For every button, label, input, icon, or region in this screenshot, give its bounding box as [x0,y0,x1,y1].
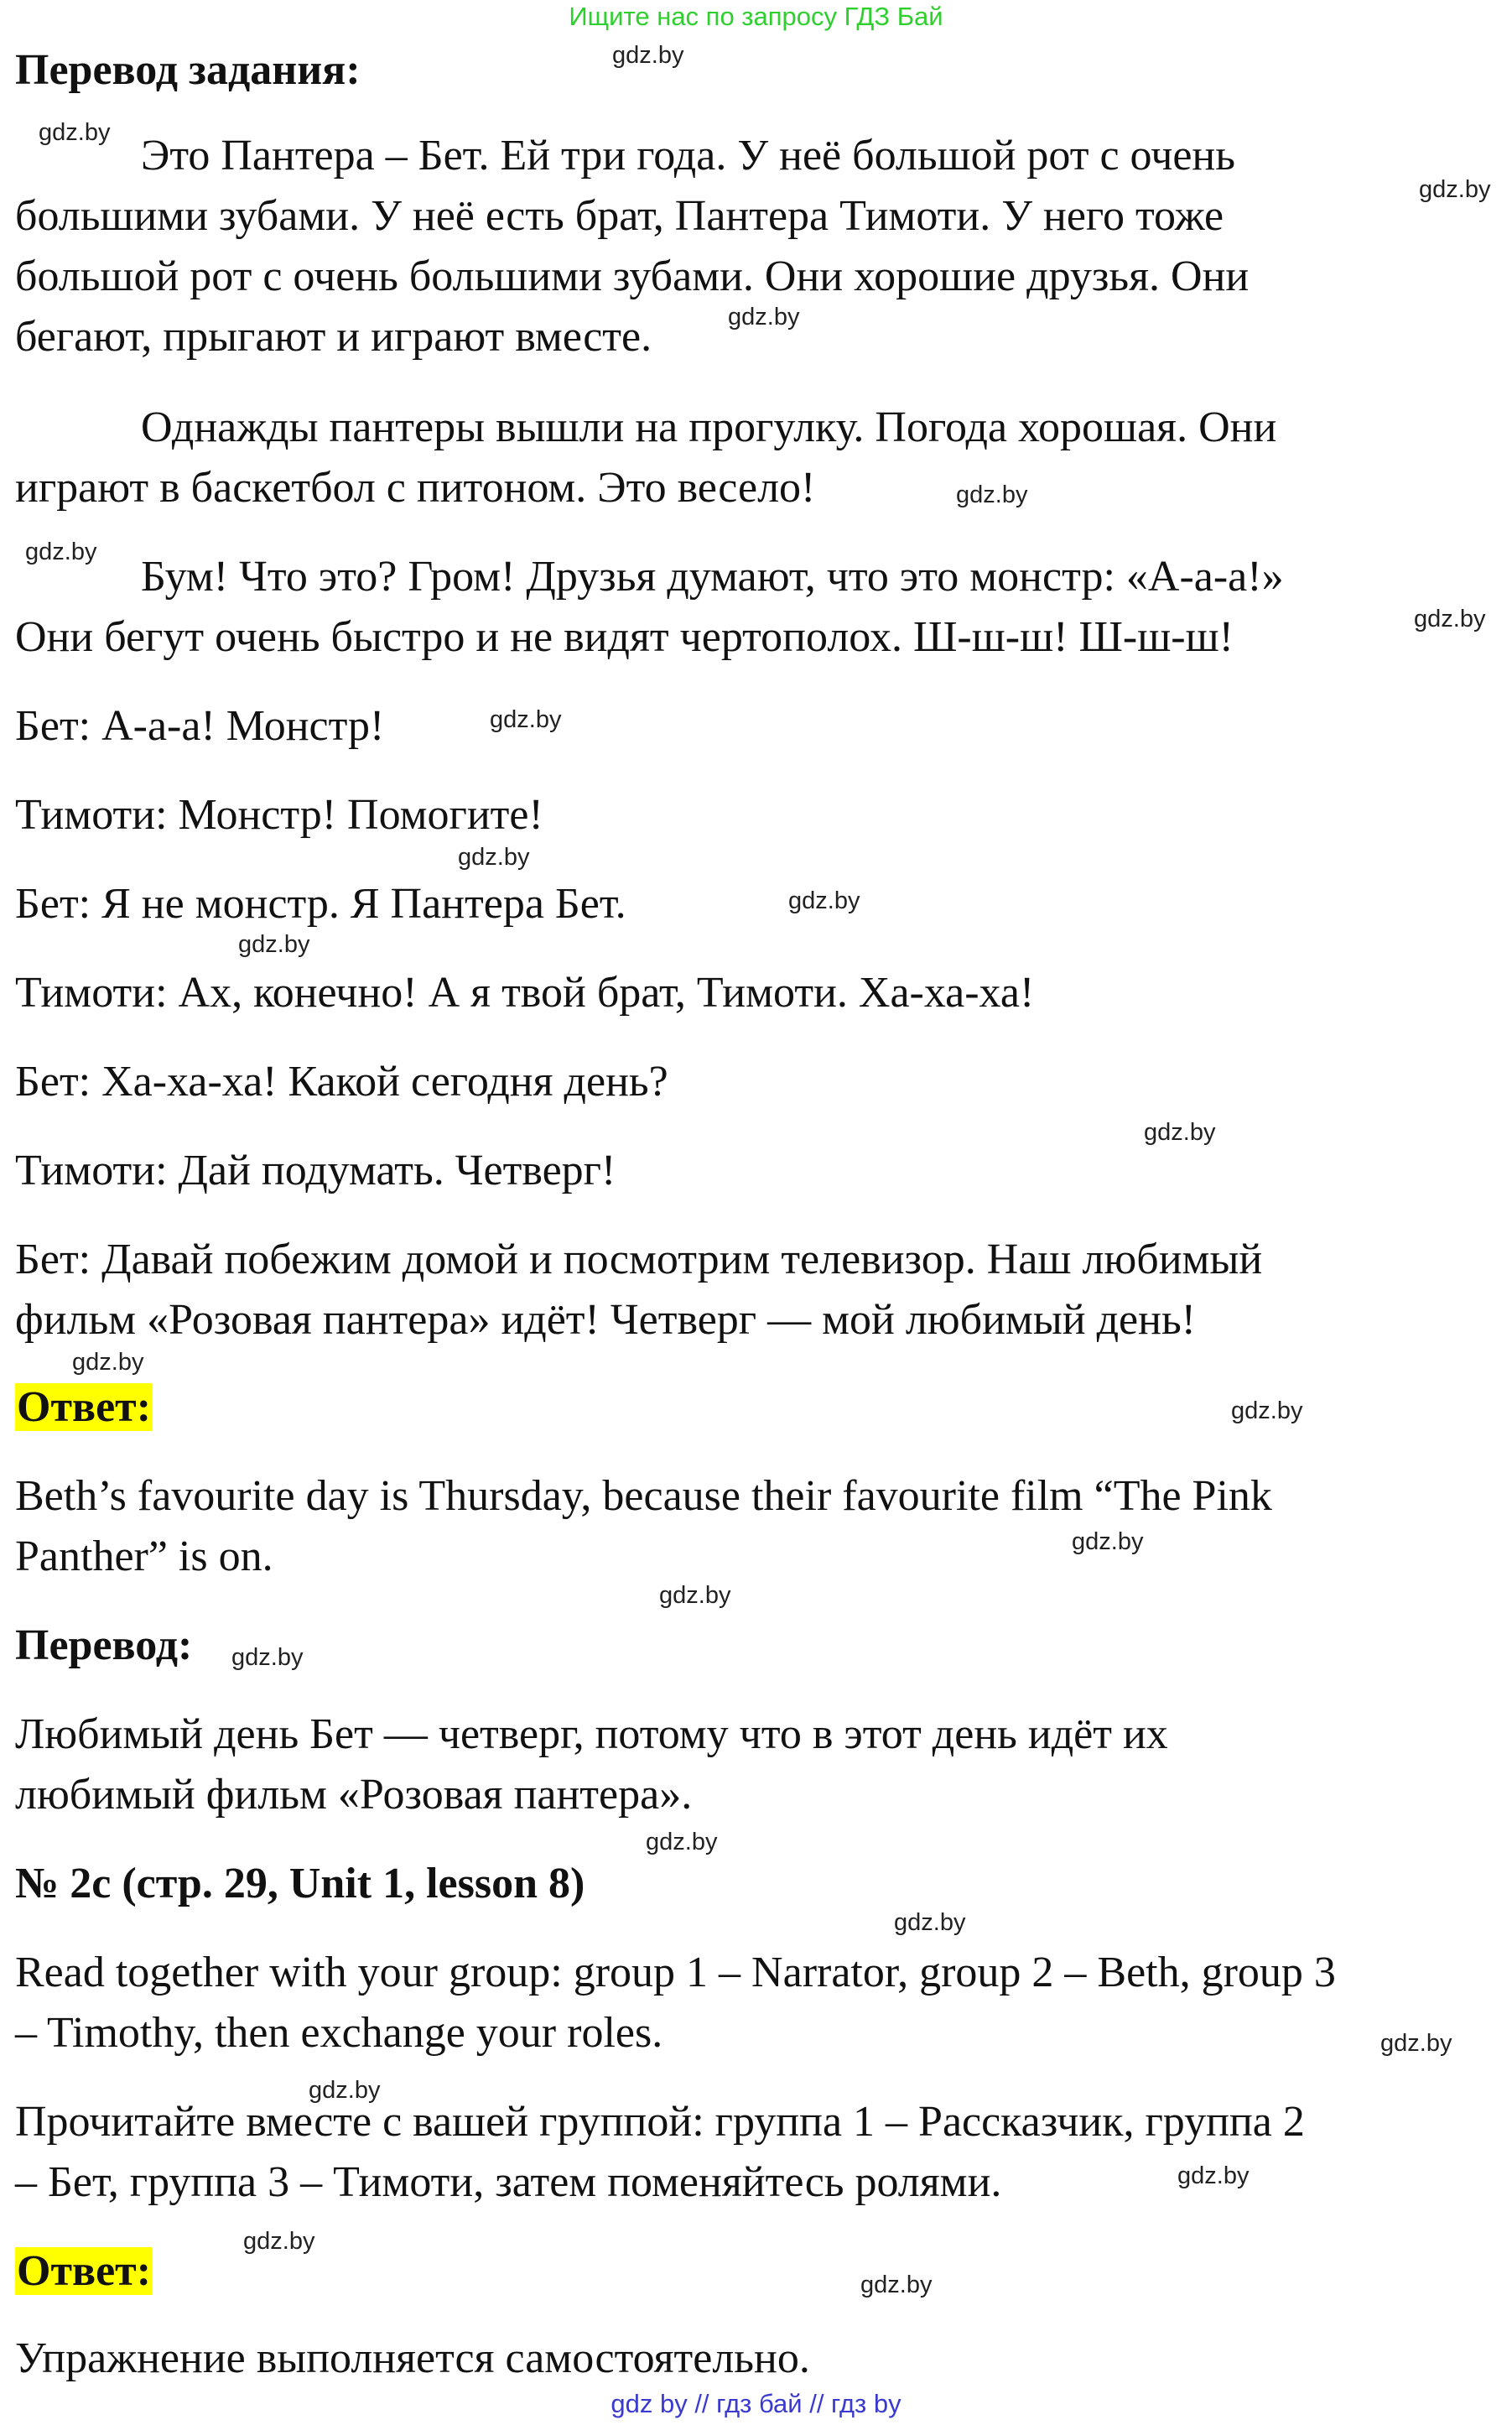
watermark: gdz.by [243,2228,315,2255]
dialogue-line: Бет: Я не монстр. Я Пантера Бет. [15,880,626,928]
watermark: gdz.by [238,931,310,958]
watermark: gdz.by [1231,1397,1303,1424]
answer-label: Ответ: [17,1383,152,1431]
answer-line: Beth’s favourite day is Thursday, because their favourite film “The Pink [15,1472,1272,1520]
watermark: gdz.by [894,1909,966,1936]
watermark: gdz.by [956,481,1028,508]
watermark: gdz.by [1414,606,1486,632]
watermark: gdz.by [231,1644,304,1671]
watermark: gdz.by [1177,2162,1250,2189]
answer2-label: Ответ: [17,2247,152,2295]
footer-links[interactable]: gdz by // гдз бай // гдз by [611,2389,901,2418]
watermark: gdz.by [1419,176,1491,203]
task2-line: Read together with your group: group 1 – Narrator, group 2 – Beth, group 3 [15,1949,1336,1996]
dialogue-line: Бет: А-а-а! Монстр! [15,702,385,750]
task2-line: – Timothy, then exchange your roles. [15,2009,663,2057]
watermark: gdz.by [612,42,684,69]
watermark: gdz.by [728,304,800,330]
search-banner[interactable]: Ищите нас по запросу ГДЗ Бай [569,2,943,31]
story-line: Они бегут очень быстро и не видят чертополох. Ш-ш-ш! Ш-ш-ш! [15,613,1234,661]
dialogue-line: Бет: Ха-ха-ха! Какой сегодня день? [15,1058,668,1106]
translation-line: любимый фильм «Розовая пантера». [15,1771,693,1819]
answer2-text: Упражнение выполняется самостоятельно. [15,2334,810,2382]
watermark: gdz.by [458,844,530,871]
watermark: gdz.by [646,1829,718,1855]
watermark: gdz.by [490,706,562,733]
story-line: Однажды пантеры вышли на прогулку. Погода хорошая. Они [141,403,1277,451]
dialogue-line: Тимоти: Дай подумать. Четверг! [15,1147,616,1194]
watermark: gdz.by [1072,1528,1144,1555]
dialogue-line: Тимоти: Монстр! Помогите! [15,791,543,839]
dialogue-line: Бет: Давай побежим домой и посмотрим телевизор. Наш любимый [15,1236,1263,1283]
translation-line: Любимый день Бет — четверг, потому что в этот день идёт их [15,1710,1168,1758]
watermark: gdz.by [659,1582,731,1609]
task2-ru-line: Прочитайте вместе с вашей группой: группа 1 – Рассказчик, группа 2 [15,2098,1305,2146]
task2-heading: № 2c (стр. 29, Unit 1, lesson 8) [15,1860,585,1907]
story-line: большой рот с очень большими зубами. Они хорошие друзья. Они [15,252,1250,300]
watermark: gdz.by [309,2077,381,2104]
task-heading: Перевод задания: [15,46,361,94]
story-line: большими зубами. У неё есть брат, Пантера Тимоти. У него тоже [15,192,1224,240]
story-line: Бум! Что это? Гром! Друзья думают, что это монстр: «А-а-а!» [141,553,1284,601]
watermark: gdz.by [39,119,111,146]
watermark: gdz.by [72,1349,144,1376]
watermark: gdz.by [1380,2030,1452,2057]
answer-line: Panther” is on. [15,1533,273,1580]
watermark: gdz.by [788,887,860,914]
watermark: gdz.by [1144,1119,1216,1146]
watermark: gdz.by [860,2271,933,2298]
story-line: бегают, прыгают и играют вместе. [15,313,652,361]
dialogue-line: Тимоти: Ах, конечно! А я твой брат, Тимоти. Ха-ха-ха! [15,969,1035,1017]
task2-ru-line: – Бет, группа 3 – Тимоти, затем поменяйтесь ролями. [15,2158,1002,2206]
watermark: gdz.by [25,539,97,565]
dialogue-line: фильм «Розовая пантера» идёт! Четверг — мой любимый день! [15,1296,1196,1344]
translation-label: Перевод: [15,1621,193,1669]
story-line: Это Пантера – Бет. Ей три года. У неё большой рот с очень [141,132,1235,180]
story-line: играют в баскетбол с питоном. Это весело! [15,464,816,512]
